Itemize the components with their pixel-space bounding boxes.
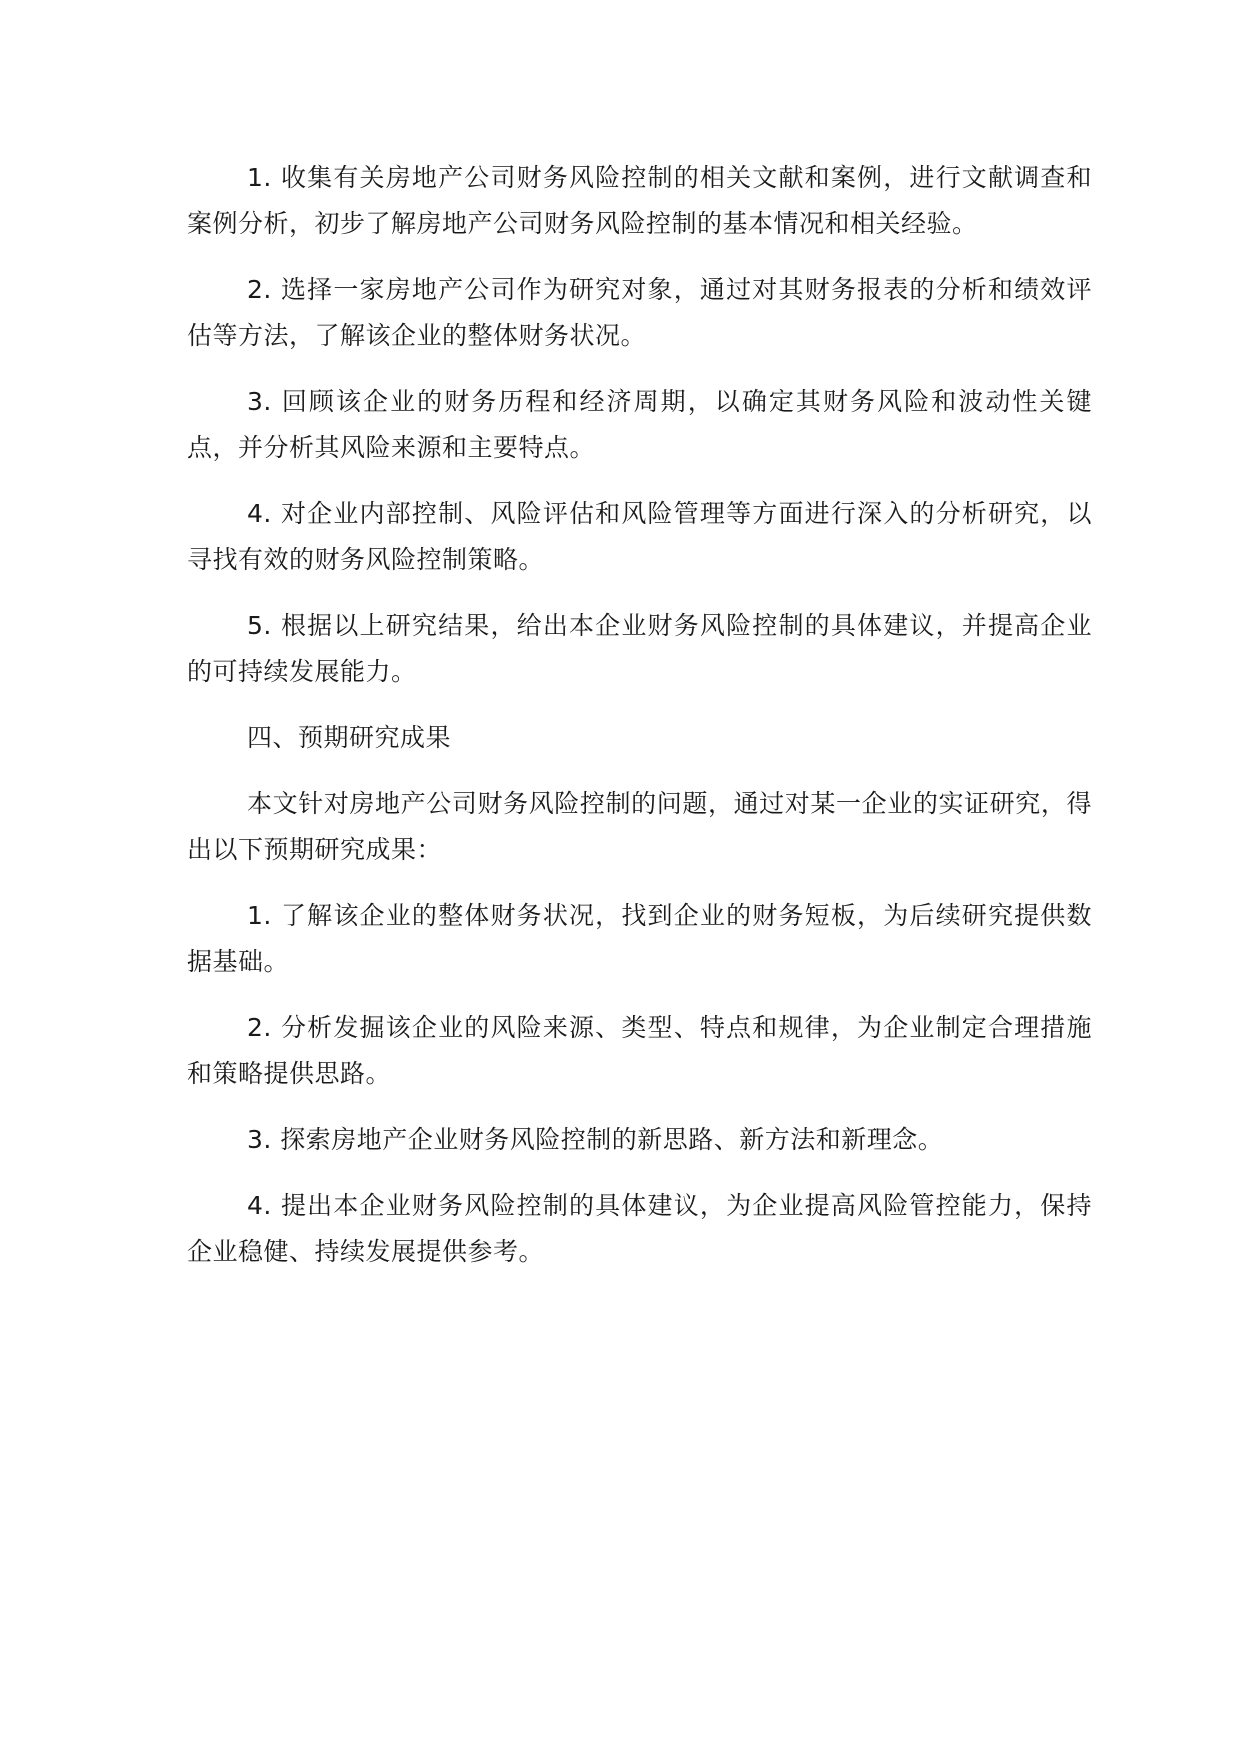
section-heading: 四、预期研究成果: [247, 723, 452, 752]
method-step-1: 1. 收集有关房地产公司财务风险控制的相关文献和案例，进行文献调查和案例分析，初步了解房地产公司财务风险控制的基本情况和相关经验。: [187, 163, 1092, 238]
document-body: [187, 155, 1092, 1295]
method-step-4: 4. 对企业内部控制、风险评估和风险管理等方面进行深入的分析研究，以寻找有效的财务风险控制策略。: [187, 499, 1092, 574]
method-step-3: 3. 回顾该企业的财务历程和经济周期，以确定其财务风险和波动性关键点，并分析其风险来源和主要特点。: [187, 387, 1092, 462]
method-step-2: 2. 选择一家房地产公司作为研究对象，通过对其财务报表的分析和绩效评估等方法，了解该企业的整体财务状况。: [187, 275, 1092, 350]
outcome-item-1: 1. 了解该企业的整体财务状况，找到企业的财务短板，为后续研究提供数据基础。: [187, 901, 1092, 976]
method-step-5: 5. 根据以上研究结果，给出本企业财务风险控制的具体建议，并提高企业的可持续发展能力。: [187, 611, 1092, 686]
outcome-item-3: 3. 探索房地产企业财务风险控制的新思路、新方法和新理念。: [247, 1125, 944, 1154]
outcome-item-4: 4. 提出本企业财务风险控制的具体建议，为企业提高风险管控能力，保持企业稳健、持续发展提供参考。: [187, 1191, 1092, 1266]
outcome-item-2: 2. 分析发掘该企业的风险来源、类型、特点和规律，为企业制定合理措施和策略提供思路。: [187, 1013, 1092, 1088]
section-intro: 本文针对房地产公司财务风险控制的问题，通过对某一企业的实证研究，得出以下预期研究成果：: [187, 789, 1092, 864]
